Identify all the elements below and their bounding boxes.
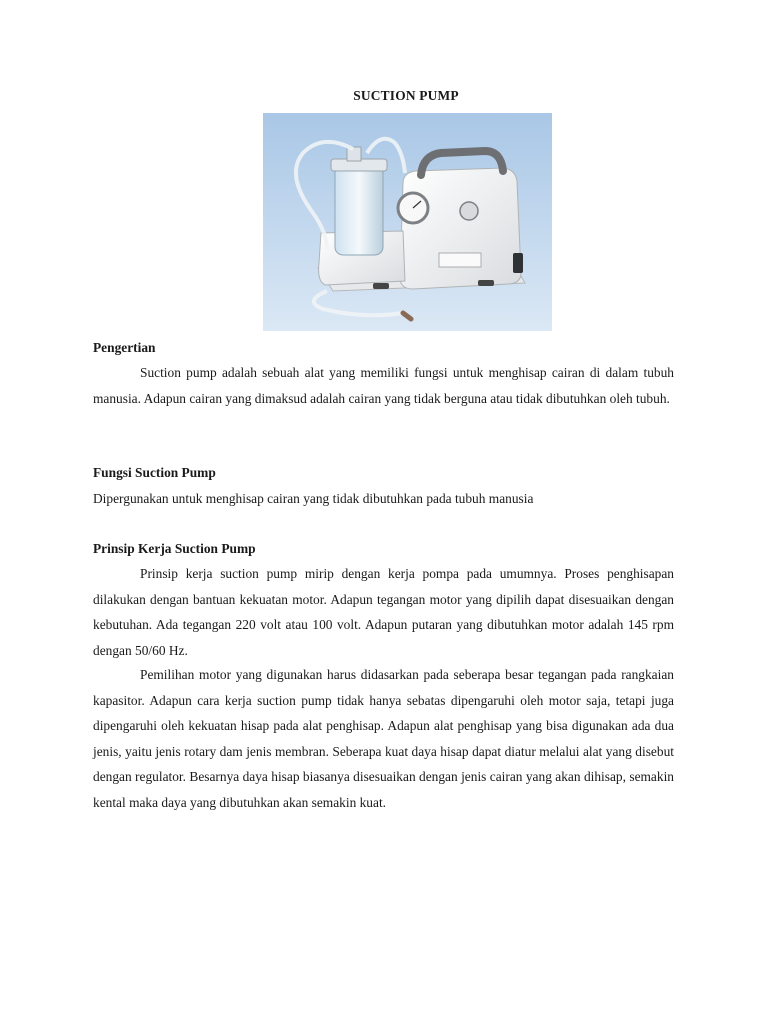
suction-pump-illustration [263, 113, 552, 331]
heading-fungsi: Fungsi Suction Pump [93, 465, 216, 480]
paragraph-fungsi: Dipergunakan untuk menghisap cairan yang tidak dibutuhkan pada tubuh manusia [93, 491, 534, 506]
paragraph-prinsip-kerja-1: Prinsip kerja suction pump mirip dengan kerja pompa pada umumnya. Proses penghisapan dilakukan dengan bantuan kekuatan motor. Adapun tegangan motor yang dipilih dapat disesuaikan dengan kebutuhan. Ada tegangan 220 volt atau 100 volt. Adapun putaran yang dibutuhkan motor adalah 145 rpm dengan 50/60 Hz. [93, 566, 674, 658]
heading-pengertian: Pengertian [93, 340, 156, 355]
paragraph-pengertian: Suction pump adalah sebuah alat yang memiliki fungsi untuk menghisap cairan di dalam tubuh manusia. Adapun cairan yang dimaksud adalah cairan yang tidak berguna atau tidak dibutuhkan oleh tubuh. [93, 365, 674, 406]
suction-pump-photo [263, 113, 552, 331]
paragraph-prinsip-kerja-2: Pemilihan motor yang digunakan harus didasarkan pada seberapa besar tegangan pada rangkaian kapasitor. Adapun cara kerja suction pump tidak hanya sebatas dipengaruhi oleh motor saja, tetapi juga dipengaruhi oleh kekuatan hisap pada alat penghisap. Adapun alat penghisap yang bisa digunakan ada dua jenis, yaitu jenis rotary dam jenis membran. Seberapa kuat daya hisap dapat diatur melalui alat yang disebut dengan regulator. Besarnya daya hisap biasanya disesuaikan dengan jenis cairan yang akan dihisap, semakin kental maka daya yang dibutuhkan akan semakin kuat. [93, 667, 674, 810]
document-title: SUCTION PUMP [353, 88, 459, 103]
heading-prinsip-kerja: Prinsip Kerja Suction Pump [93, 541, 256, 556]
